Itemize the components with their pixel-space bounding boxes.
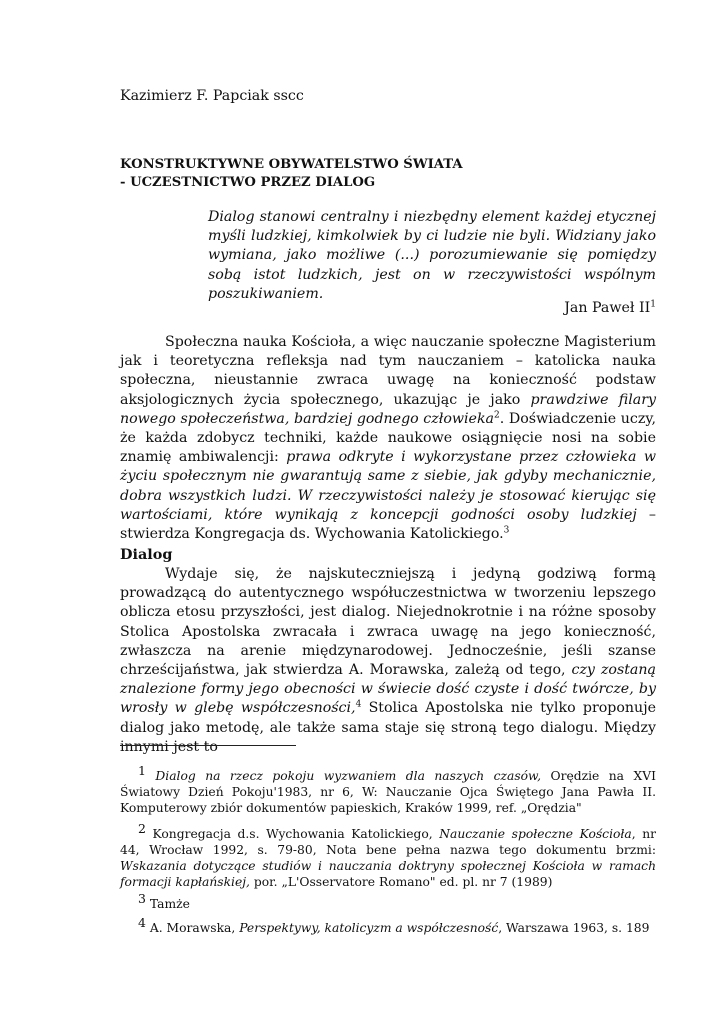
footnote-4 xyxy=(120,914,656,936)
footnote-italic: Nauczanie społeczne Kościoła xyxy=(439,827,632,841)
footnote-2 xyxy=(120,820,656,890)
section-heading: Dialog xyxy=(120,546,173,563)
paragraph-2-text-a: Wydaje się, że najskuteczniejszą i jedyną godziwą formą prowadzącą do autentycznego współuczestnictwa w tworzeniu lepszego oblicza etosu przyszłości, jest dialog. Niejednokrotnie i na różne sposoby Stolica Apostolska zwracała i zwraca uwagę na jego konieczność, zwłaszcza na arenie międzynarodowej. Jednocześnie, jeśli szanse chrześcijaństwa, jak stwierdza A. Morawska, zależą od tego, xyxy=(120,566,656,679)
paragraph-2-text-b: Stolica Apostolska nie tylko proponuje dialog jako metodę, ale także sama staje się stroną tego dialogu. Między innymi jest to xyxy=(120,700,656,755)
footnote-text: , nr 44, Wrocław 1992, s. 79-80, Nota bene pełna nazwa tego dokumentu brzmi: xyxy=(120,827,656,857)
paragraph-1-italic-a: prawdziwe filary nowego społeczeństwa, bardziej godnego człowieka xyxy=(120,391,656,427)
footnote-ref-1[interactable]: 1 xyxy=(650,299,656,310)
footnote-separator xyxy=(120,745,296,746)
footnote-number: 2 xyxy=(138,820,146,836)
footnote-1 xyxy=(120,762,656,816)
footnote-number: 4 xyxy=(138,914,146,930)
footnote-ref-3[interactable]: 3 xyxy=(503,525,510,536)
footnote-italic: Perspektywy, katolicyzm a współczesność xyxy=(239,921,499,935)
footnote-text: , Warszawa 1963, s. 189 xyxy=(498,921,650,935)
footnote-italic: Wskazania dotyczące studiów i nauczania doktryny społecznej Kościoła w ramach formacji kapłańskiej, xyxy=(120,859,656,889)
title-line-2: - UCZESTNICTWO PRZEZ DIALOG xyxy=(120,175,376,190)
footnote-ref-2[interactable]: 2 xyxy=(494,410,500,421)
title-line-1: KONSTRUKTYWNE OBYWATELSTWO ŚWIATA xyxy=(120,157,463,172)
footnote-3 xyxy=(120,890,656,912)
footnote-number: 3 xyxy=(138,890,146,906)
epigraph-source xyxy=(480,300,656,316)
paragraph-2 xyxy=(120,565,656,757)
paragraph-1 xyxy=(120,333,656,544)
paragraph-1-text-a: Społeczna nauka Kościoła, a więc nauczanie społeczne Magisterium jak i teoretyczna refleksja nad tym nauczaniem – katolicka nauka społeczna, nieustannie zwraca uwagę na konieczność podstaw aksjologicznych życia społecznego, ukazując je jako xyxy=(120,334,656,408)
author-name: Kazimierz F. Papciak sscc xyxy=(120,88,304,104)
footnote-italic: Dialog na rzecz pokoju wyzwaniem dla naszych czasów, xyxy=(155,769,542,783)
footnote-number: 1 xyxy=(138,762,146,778)
epigraph-source-name: Jan Paweł II xyxy=(564,300,651,316)
footnote-text: Kongregacja d.s. Wychowania Katolickiego, xyxy=(145,827,440,841)
document-title xyxy=(120,156,463,192)
paragraph-1-text-b: . Doświadczenie uczy, że każda zdobycz techniki, każde naukowe osiągnięcie nosi na sobie znamię ambiwalencji: xyxy=(120,410,656,466)
paragraph-1-text-c: – stwierdza Kongregacja ds. Wychowania Katolickiego. xyxy=(120,506,656,543)
footnote-text: Tamże xyxy=(145,897,190,911)
footnote-text: por. „L'Osservatore Romano" ed. pl. nr 7 (1989) xyxy=(249,875,553,889)
paragraph-2-italic-a: czy zostaną znalezione formy jego obecności w świecie dość czyste i dość twórcze, by wrosły w glebę współczesności, xyxy=(120,662,656,717)
footnote-text: Orędzie na XVI Światowy Dzień Pokoju'1983, nr 6, W: Nauczanie Ojca Świętego Jana Pawła II. Komputerowy zbiór dokumentów papieskich, Kraków 1999, ref. „Orędzia" xyxy=(120,769,656,815)
paragraph-1-italic-b: prawa odkryte i wykorzystane przez człowieka w życiu społecznym nie gwarantują same z siebie, jak gdyby mechanicznie, dobra wszystkich ludzi. W rzeczywistości należy je stosować kierując się wartościami, które wynikają z koncepcji godności osoby ludzkiej xyxy=(120,449,656,523)
footnote-text: A. Morawska, xyxy=(145,921,240,935)
epigraph-quote: Dialog stanowi centralny i niezbędny element każdej etycznej myśli ludzkiej, kimkolwiek by ci ludzie nie byli. Widziany jako wymiana, jako możliwe (...) porozumiewanie się pomiędzy sobą istot ludzkich, jest on w rzeczywistości wspólnym poszukiwaniem. xyxy=(208,209,656,302)
footnote-ref-4[interactable]: 4 xyxy=(355,699,362,710)
